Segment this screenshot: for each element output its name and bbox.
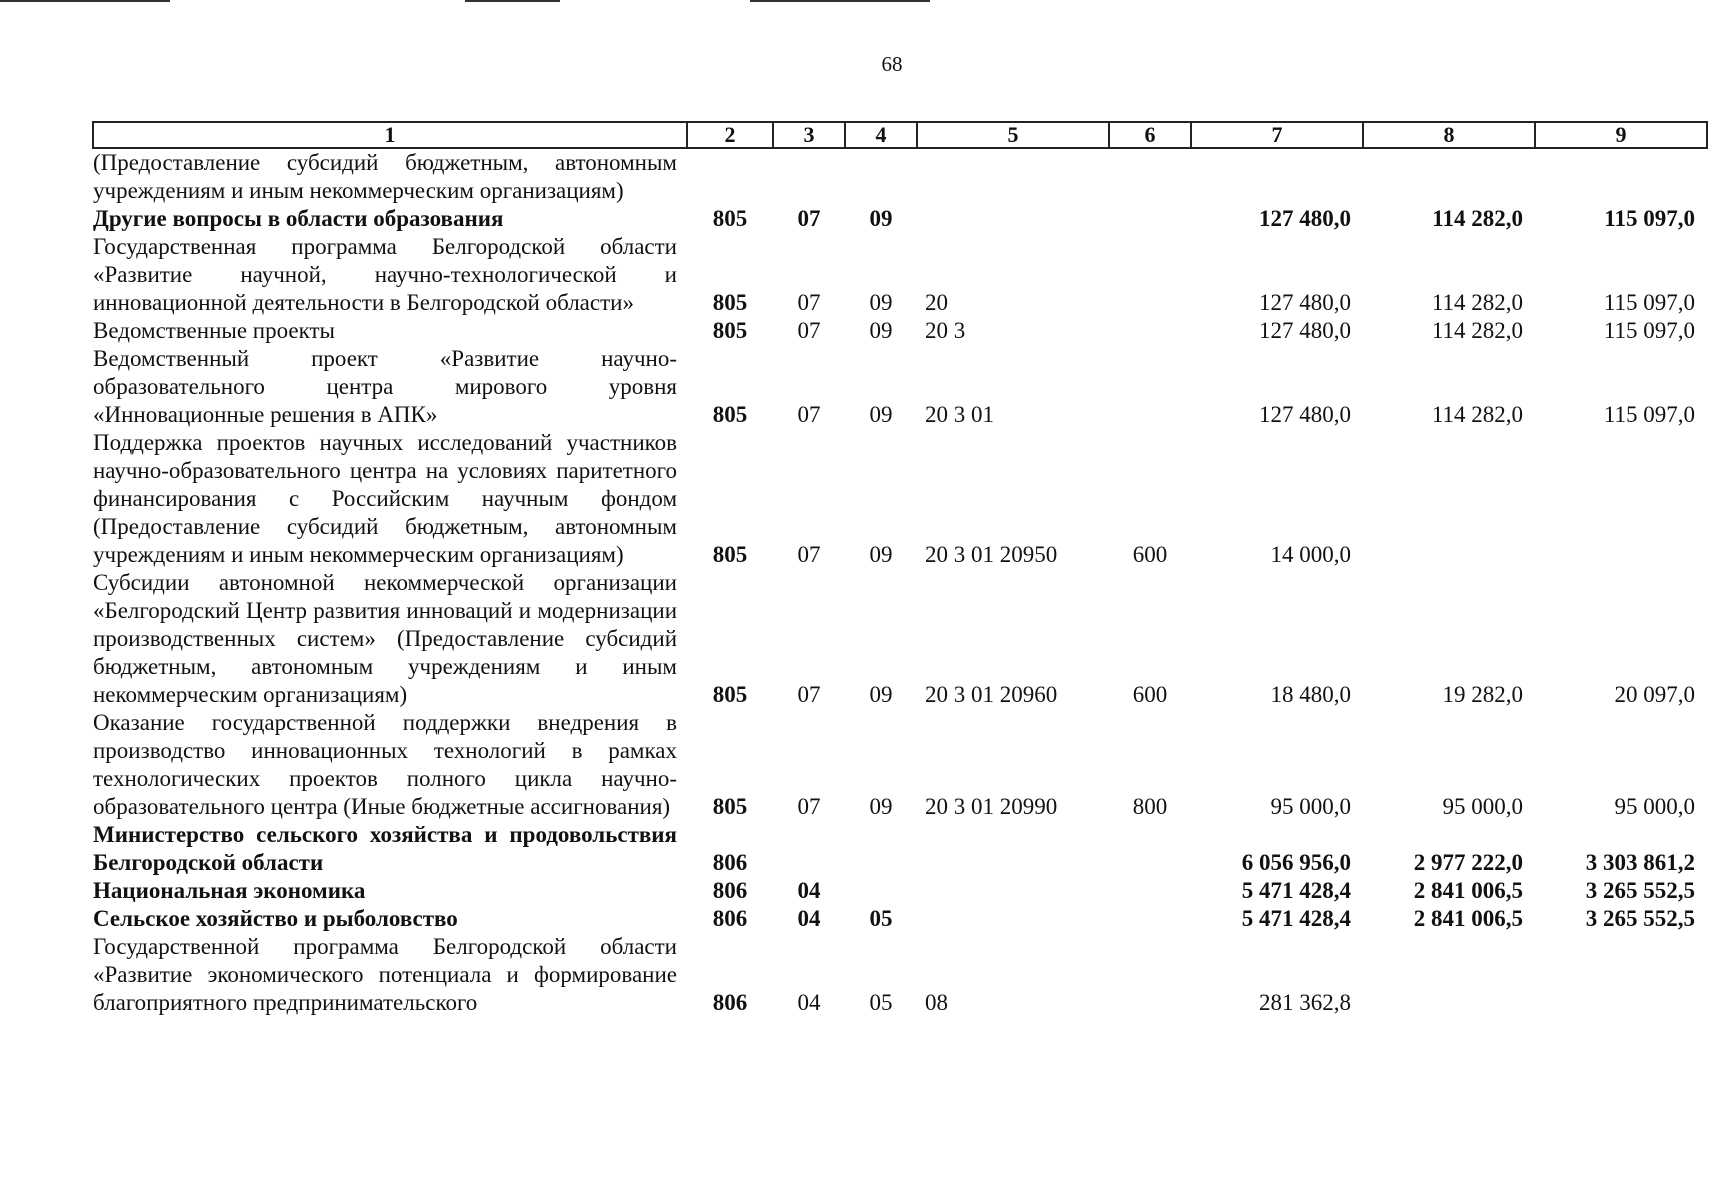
ministry-code: 806 — [712, 990, 748, 1015]
amount-year-2: 95 000,0 — [1442, 794, 1523, 819]
amount-year-2: 2 977 222,0 — [1413, 850, 1523, 875]
row-name: Поддержка проектов научных исследований участников научно-образовательного центра на условиях паритетного финансирования с Российским научным фондом (Предоставление субсидий бюджетным, автономным учреждениям и иным некоммерческим организациям) — [93, 430, 677, 567]
ministry-code: 805 — [712, 794, 748, 819]
expense-type-code: 600 — [1132, 682, 1168, 707]
row-name: Субсидии автономной некоммерческой организации «Белгородский Центр развития инноваций и модернизации производственных систем» (Предоставление субсидий бюджетным, автономным учреждениям и иным некоммерческим организациям) — [93, 570, 677, 707]
ministry-code: 805 — [712, 682, 748, 707]
amount-year-2 — [1363, 429, 1535, 569]
ministry-code: 805 — [712, 206, 748, 231]
column-header: 4 — [845, 122, 917, 148]
table-row — [93, 821, 1707, 877]
amount-year-1: 18 480,0 — [1270, 682, 1351, 707]
subsection-code: 09 — [869, 542, 893, 567]
amount-year-2: 19 282,0 — [1442, 682, 1523, 707]
table-row — [93, 148, 1707, 205]
amount-year-2: 114 282,0 — [1431, 402, 1523, 427]
expense-type-code — [1109, 821, 1191, 877]
table-row — [93, 905, 1707, 933]
subsection-code: 09 — [869, 290, 893, 315]
scan-edge-line — [465, 0, 560, 2]
amount-year-1: 127 480,0 — [1259, 206, 1351, 231]
ministry-code: 805 — [712, 402, 748, 427]
amount-year-1: 6 056 956,0 — [1241, 850, 1351, 875]
target-article-code: 08 — [925, 990, 948, 1015]
amount-year-1: 127 480,0 — [1259, 318, 1351, 343]
amount-year-2: 2 841 006,5 — [1413, 906, 1523, 931]
budget-table — [92, 121, 1708, 1017]
amount-year-2: 2 841 006,5 — [1413, 878, 1523, 903]
target-article-code — [917, 205, 1109, 233]
subsection-code: 05 — [869, 906, 893, 931]
table-row — [93, 317, 1707, 345]
row-name: Министерство сельского хозяйства и продовольствия Белгородской области — [93, 822, 677, 875]
ministry-code: 806 — [712, 878, 748, 903]
section-code: 07 — [797, 682, 821, 707]
subsection-code — [845, 148, 917, 205]
amount-year-1 — [1191, 148, 1363, 205]
row-name: Государственной программа Белгородской области «Развитие экономического потенциала и формирование благоприятного предпринимательского — [93, 934, 677, 1015]
ministry-code: 805 — [712, 542, 748, 567]
row-name: Государственная программа Белгородской области «Развитие научной, научно-технологической и инновационной деятельности в Белгородской области» — [93, 234, 677, 315]
expense-type-code — [1109, 317, 1191, 345]
amount-year-1: 5 471 428,4 — [1241, 906, 1351, 931]
row-name: Сельское хозяйство и рыболовство — [93, 906, 458, 931]
expense-type-code — [1109, 205, 1191, 233]
row-name: (Предоставление субсидий бюджетным, автономным учреждениям и иным некоммерческим организациям) — [93, 150, 677, 203]
section-code: 07 — [797, 290, 821, 315]
row-name: Ведомственные проекты — [93, 318, 335, 343]
amount-year-3 — [1535, 933, 1707, 1017]
amount-year-3: 115 097,0 — [1604, 206, 1695, 231]
column-header: 1 — [93, 122, 687, 148]
target-article-code: 20 3 01 20950 — [925, 542, 1058, 567]
row-name: Другие вопросы в области образования — [93, 206, 504, 231]
subsection-code: 09 — [869, 794, 893, 819]
amount-year-3: 3 265 552,5 — [1585, 906, 1695, 931]
table-row — [93, 877, 1707, 905]
table-row — [93, 569, 1707, 709]
subsection-code: 09 — [869, 682, 893, 707]
target-article-code: 20 3 01 20990 — [925, 794, 1058, 819]
expense-type-code — [1109, 148, 1191, 205]
target-article-code — [917, 905, 1109, 933]
row-name: Ведомственный проект «Развитие научно-образовательного центра мирового уровня «Инновационные решения в АПК» — [93, 346, 677, 427]
column-header: 3 — [773, 122, 845, 148]
expense-type-code — [1109, 877, 1191, 905]
amount-year-1: 95 000,0 — [1270, 794, 1351, 819]
ministry-code: 806 — [712, 850, 748, 875]
scan-edge-line — [0, 0, 170, 2]
section-code — [773, 821, 845, 877]
subsection-code — [845, 821, 917, 877]
page-number: 68 — [881, 52, 903, 76]
amount-year-2: 114 282,0 — [1431, 318, 1523, 343]
amount-year-2 — [1363, 933, 1535, 1017]
target-article-code — [917, 821, 1109, 877]
ministry-code — [687, 148, 773, 205]
ministry-code: 805 — [712, 290, 748, 315]
table-row — [93, 205, 1707, 233]
ministry-code: 805 — [712, 318, 748, 343]
column-header: 2 — [687, 122, 773, 148]
amount-year-3 — [1535, 429, 1707, 569]
subsection-code — [845, 877, 917, 905]
amount-year-1: 127 480,0 — [1259, 290, 1351, 315]
section-code: 07 — [797, 318, 821, 343]
amount-year-3: 115 097,0 — [1603, 318, 1695, 343]
section-code: 07 — [797, 206, 821, 231]
header-row — [93, 122, 1707, 148]
subsection-code: 09 — [869, 318, 893, 343]
row-name: Оказание государственной поддержки внедрения в производство инновационных технологий в рамках технологических проектов полного цикла научно-образовательного центра (Иные бюджетные ассигнования) — [93, 710, 677, 819]
section-code: 07 — [797, 542, 821, 567]
expense-type-code: 800 — [1132, 794, 1168, 819]
subsection-code: 09 — [869, 402, 893, 427]
target-article-code — [917, 148, 1109, 205]
table-row — [93, 345, 1707, 429]
amount-year-1: 127 480,0 — [1259, 402, 1351, 427]
column-header: 5 — [917, 122, 1109, 148]
expense-type-code: 600 — [1132, 542, 1168, 567]
target-article-code: 20 3 01 20960 — [925, 682, 1058, 707]
table-row — [93, 429, 1707, 569]
section-code: 07 — [797, 794, 821, 819]
target-article-code: 20 — [925, 290, 948, 315]
column-header: 8 — [1363, 122, 1535, 148]
section-code: 07 — [797, 402, 821, 427]
amount-year-3: 115 097,0 — [1603, 290, 1695, 315]
table-row — [93, 933, 1707, 1017]
ministry-code: 806 — [712, 906, 748, 931]
expense-type-code — [1109, 933, 1191, 1017]
target-article-code — [917, 877, 1109, 905]
amount-year-3 — [1535, 148, 1707, 205]
table-row — [93, 709, 1707, 821]
amount-year-3: 115 097,0 — [1603, 402, 1695, 427]
section-code — [773, 148, 845, 205]
amount-year-2: 114 282,0 — [1432, 206, 1523, 231]
amount-year-2 — [1363, 148, 1535, 205]
amount-year-3: 95 000,0 — [1614, 794, 1695, 819]
expense-type-code — [1109, 905, 1191, 933]
section-code: 04 — [797, 906, 821, 931]
scan-edge-line — [750, 0, 930, 2]
section-code: 04 — [797, 990, 821, 1015]
target-article-code: 20 3 — [925, 318, 966, 343]
target-article-code: 20 3 01 — [925, 402, 994, 427]
subsection-code: 05 — [869, 990, 893, 1015]
amount-year-1: 5 471 428,4 — [1241, 878, 1351, 903]
column-header: 9 — [1535, 122, 1707, 148]
column-header: 7 — [1191, 122, 1363, 148]
subsection-code: 09 — [869, 206, 893, 231]
column-header: 6 — [1109, 122, 1191, 148]
row-name: Национальная экономика — [93, 878, 366, 903]
section-code: 04 — [797, 878, 821, 903]
expense-type-code — [1109, 345, 1191, 429]
amount-year-2: 114 282,0 — [1431, 290, 1523, 315]
amount-year-3: 3 265 552,5 — [1585, 878, 1695, 903]
expense-type-code — [1109, 233, 1191, 317]
amount-year-1: 14 000,0 — [1270, 542, 1351, 567]
table-row — [93, 233, 1707, 317]
amount-year-3: 20 097,0 — [1614, 682, 1695, 707]
amount-year-1: 281 362,8 — [1259, 990, 1351, 1015]
amount-year-3: 3 303 861,2 — [1585, 850, 1695, 875]
